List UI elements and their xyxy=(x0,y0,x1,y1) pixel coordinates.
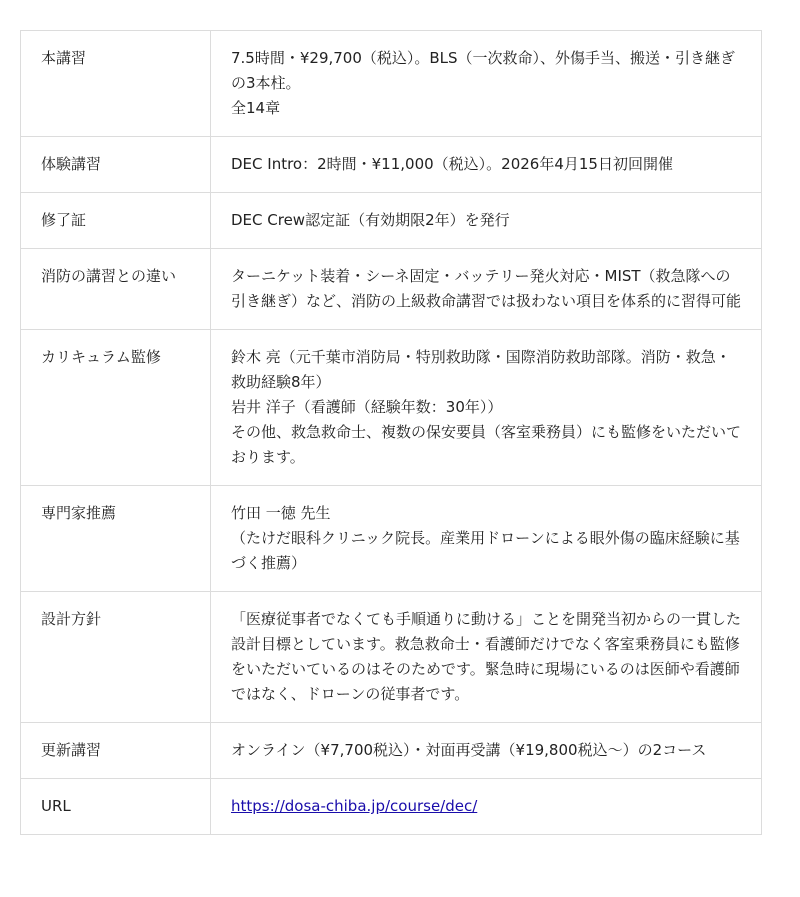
value-line: 全14章 xyxy=(231,99,281,117)
row-value xyxy=(211,592,762,723)
row-label: 専門家推薦 xyxy=(21,486,211,592)
row-value xyxy=(211,31,762,137)
row-value xyxy=(211,330,762,486)
value-line: オンライン（¥7,700税込）・対面再受講（¥19,800税込〜）の2コース xyxy=(231,741,707,759)
table-row xyxy=(21,31,762,137)
value-line: DEC Intro：2時間・¥11,000（税込）。2026年4月15日初回開催 xyxy=(231,155,673,173)
info-table-container xyxy=(20,30,762,835)
value-line: 岩井 洋子（看護師（経験年数：30年）） xyxy=(231,398,503,416)
table-row xyxy=(21,723,762,779)
row-label: 更新講習 xyxy=(21,723,211,779)
row-label: 体験講習 xyxy=(21,137,211,193)
value-line: 竹田 一徳 先生 xyxy=(231,504,331,522)
row-value xyxy=(211,723,762,779)
value-line: 「医療従事者でなくても手順通りに動ける」ことを開発当初からの一貫した設計目標としています。救急救命士・看護師だけでなく客室乗務員にも監修をいただいているのはそのためです。緊急時に現場にいるのは医師や看護師ではなく、ドローンの従事者です。 xyxy=(231,610,742,703)
course-info-table xyxy=(20,30,762,835)
value-line: DEC Crew認定証（有効期限2年）を発行 xyxy=(231,211,510,229)
table-row xyxy=(21,779,762,835)
row-label: カリキュラム監修 xyxy=(21,330,211,486)
value-line: 7.5時間・¥29,700（税込）。BLS（一次救命）、外傷手当、搬送・引き継ぎの3本柱。 xyxy=(231,49,736,92)
value-line: ターニケット装着・シーネ固定・バッテリー発火対応・MIST（救急隊への引き継ぎ）など、消防の上級救命講習では扱わない項目を体系的に習得可能 xyxy=(231,267,742,310)
course-url-link[interactable]: https://dosa-chiba.jp/course/dec/ xyxy=(231,797,478,815)
value-line: その他、救急救命士、複数の保安要員（客室乗務員）にも監修をいただいております。 xyxy=(231,423,742,466)
row-label: 修了証 xyxy=(21,193,211,249)
table-row xyxy=(21,486,762,592)
row-value xyxy=(211,779,762,835)
row-value xyxy=(211,193,762,249)
row-label: 本講習 xyxy=(21,31,211,137)
row-label: 消防の講習との違い xyxy=(21,249,211,330)
row-value xyxy=(211,137,762,193)
row-label: 設計方針 xyxy=(21,592,211,723)
row-value xyxy=(211,486,762,592)
row-value xyxy=(211,249,762,330)
table-row xyxy=(21,249,762,330)
table-row xyxy=(21,137,762,193)
table-row xyxy=(21,592,762,723)
table-row xyxy=(21,330,762,486)
value-line: 鈴木 亮（元千葉市消防局・特別救助隊・国際消防救助部隊。消防・救急・救助経験8年） xyxy=(231,348,731,391)
table-row xyxy=(21,193,762,249)
value-line: （たけだ眼科クリニック院長。産業用ドローンによる眼外傷の臨床経験に基づく推薦） xyxy=(231,529,740,572)
row-label: URL xyxy=(21,779,211,835)
